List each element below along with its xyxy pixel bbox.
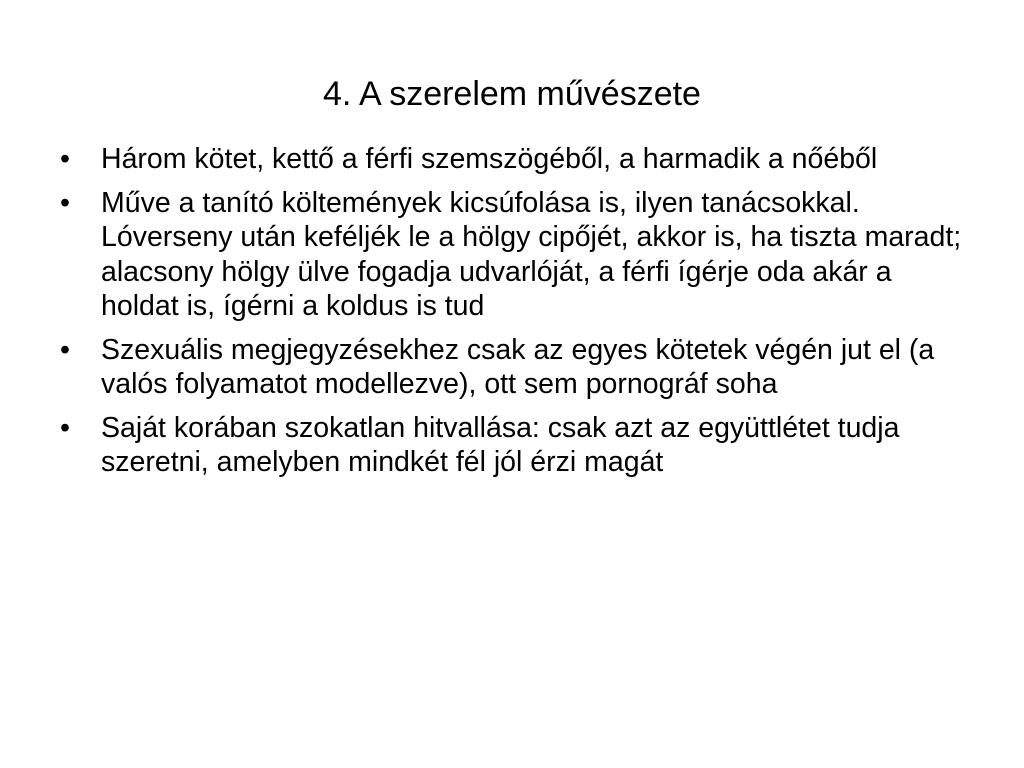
bullet-list (60, 142, 970, 489)
bullet-item-1 (60, 142, 970, 177)
bullet-point: • (60, 411, 70, 444)
bullet-point: • (60, 186, 70, 219)
bullet-point: • (60, 143, 70, 175)
slide-title: 4. A szerelem művészete (323, 75, 701, 113)
bullet-point: • (60, 333, 70, 366)
bullet-text: Műve a tanító költemények kicsúfolása is, ilyen tanácsokkal. Lóverseny után keféljék le a hölgy cipőjét, akkor is, ha tiszta maradt; alacsony hölgy ülve fogadja udvarlóját, a férfi ígérje oda akár a holdat is, ígérni a koldus is tud (101, 186, 962, 322)
bullet-text: Három kötet, kettő a férfi szemszögéből, a harmadik a nőéből (101, 143, 878, 175)
bullet-item-2 (60, 186, 970, 324)
bullet-item-3 (60, 333, 970, 402)
bullet-text: Saját korában szokatlan hitvallása: csak azt az együttlétet tudja szeretni, amelyben mindkét fél jól érzi magát (101, 411, 900, 478)
bullet-item-4 (60, 411, 970, 480)
bullet-text: Szexuális megjegyzésekhez csak az egyes kötetek végén jut el (a valós folyamatot modellezve), ott sem pornográf soha (101, 333, 935, 400)
